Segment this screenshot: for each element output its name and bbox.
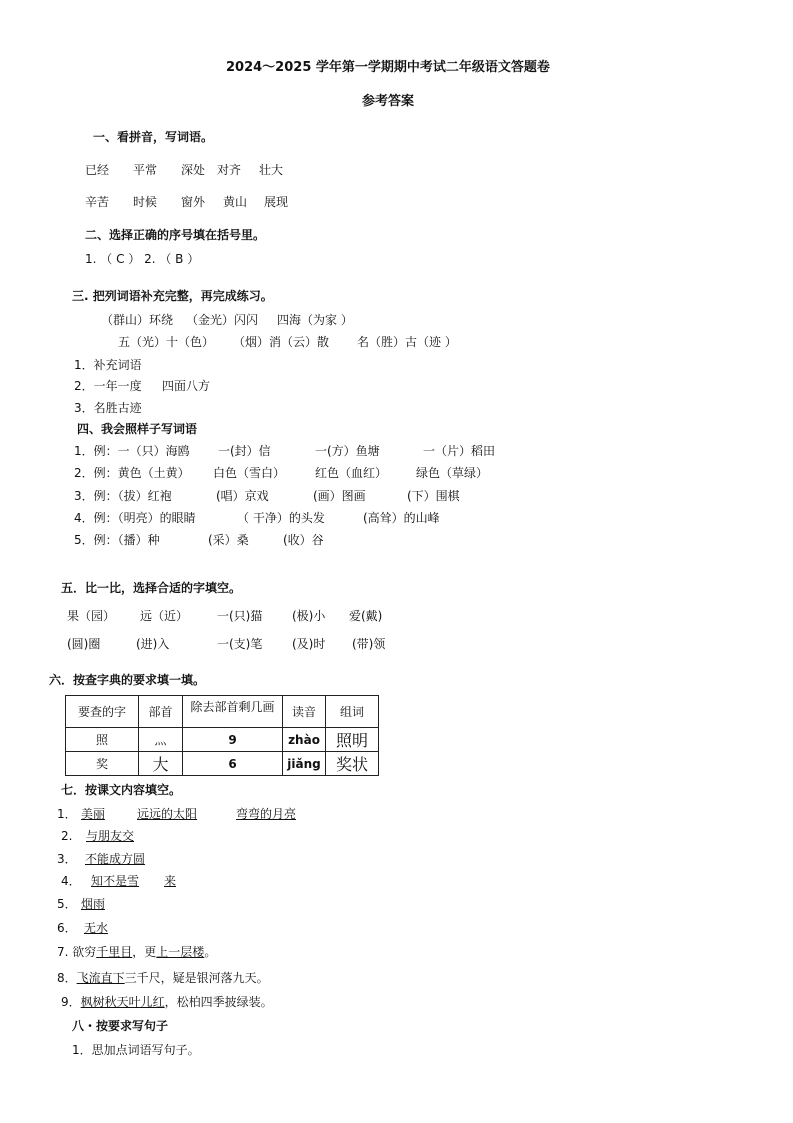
table-cell: 9	[183, 728, 283, 752]
s3-fill: 五（光）十（色）	[118, 335, 215, 349]
table-row	[66, 728, 379, 752]
s1-word: 辛苦	[85, 195, 110, 209]
s7-text: 9．	[61, 995, 81, 1009]
s7-number: 1．	[57, 807, 77, 821]
s7-number: 4．	[61, 874, 81, 888]
s4-cell: 5．例：（播）种	[74, 533, 160, 547]
section-7-heading: 七．按课文内容填空。	[61, 783, 182, 797]
s7-answer: 飞流直下	[76, 971, 125, 985]
table-row	[66, 752, 379, 776]
s5-cell: 远（近）	[140, 609, 189, 623]
s7-number: 5．	[57, 897, 77, 911]
s4-cell: (画）图画	[313, 489, 366, 503]
s3-item: 四面八方	[162, 379, 211, 393]
s3-item: 3．名胜古迹	[74, 401, 142, 415]
table-header: 读音	[283, 696, 326, 728]
s1-word: 展现	[264, 195, 289, 209]
section-8-heading: 八・按要求写句子	[72, 1019, 169, 1033]
section-3-heading: 三. 把列词语补充完整，再完成练习。	[72, 289, 273, 303]
s3-fill: （烟）消（云）散	[233, 335, 330, 349]
s7-number: 2.	[61, 829, 73, 843]
table-cell: 照明	[326, 728, 379, 752]
s4-cell: (下）围棋	[407, 489, 460, 503]
s7-text: 。	[204, 945, 217, 959]
s7-answer: 不能成方圆	[85, 852, 146, 866]
page-subtitle: 参考答案	[362, 94, 415, 109]
s7-answer: 与朋友交	[86, 829, 135, 843]
s7-text: ，更	[132, 945, 157, 959]
section-4-heading: 四、我会照样子写词语	[77, 422, 198, 436]
s7-number: 3．	[57, 852, 77, 866]
s5-cell: (圆)圈	[67, 637, 101, 651]
s3-item: 2．一年一度	[74, 379, 142, 393]
s4-cell: (高耸）的山峰	[363, 511, 440, 525]
table-cell: 照	[66, 728, 139, 752]
s3-fill: 四海（为家 ）	[277, 313, 353, 327]
s4-cell: （ 干净）的头发	[237, 511, 325, 525]
s3-fill: 名（胜）古（迹 ）	[357, 335, 457, 349]
s5-cell: (及)时	[292, 637, 326, 651]
s4-cell: 一(方）鱼塘	[315, 444, 380, 458]
table-cell: 奖状	[326, 752, 379, 776]
s4-cell: 2．例：黄色（土黄）	[74, 466, 190, 480]
s4-cell: 绿色（草绿）	[416, 466, 489, 480]
s7-text: 7. 欲穷	[57, 945, 97, 959]
s4-cell: (收）谷	[283, 533, 324, 547]
table-header: 部首	[139, 696, 183, 728]
s7-text: 8．	[57, 971, 77, 985]
table-cell: 奖	[66, 752, 139, 776]
s7-answer: 烟雨	[81, 897, 106, 911]
s5-cell: 爱(戴)	[349, 609, 383, 623]
table-header: 组词	[326, 696, 379, 728]
s5-cell: 一(只)猫	[217, 609, 263, 623]
s1-word: 对齐	[217, 163, 242, 177]
s7-answer: 远远的太阳	[137, 807, 198, 821]
s1-word: 壮大	[259, 163, 284, 177]
table-cell: 6	[183, 752, 283, 776]
s4-cell: 3．例：（拔）红袍	[74, 489, 172, 503]
s7-number: 6．	[57, 921, 77, 935]
table-cell: jiǎng	[283, 752, 326, 776]
s4-cell: (唱）京戏	[216, 489, 269, 503]
table-header: 除去部首剩几画	[183, 696, 283, 728]
s7-answer: 来	[164, 874, 177, 888]
s7-answer: 弯弯的月亮	[236, 807, 297, 821]
page-title: 2024～2025 学年第一学期期中考试二年级语文答题卷	[226, 60, 550, 75]
s7-line-7	[57, 944, 216, 960]
s7-answer: 美丽	[81, 807, 106, 821]
table-cell: zhào	[283, 728, 326, 752]
s1-word: 窗外	[181, 195, 206, 209]
section-5-heading: 五．比一比，选择合适的字填空。	[61, 581, 242, 595]
s7-text: 三千尺，疑是银河落九天。	[124, 971, 269, 985]
s4-cell: 白色（雪白）	[213, 466, 286, 480]
s7-answer: 知不是雪	[91, 874, 140, 888]
s1-word: 深处	[181, 163, 206, 177]
s3-fill: （群山）环绕	[101, 313, 174, 327]
s4-cell: (采）桑	[208, 533, 249, 547]
section-6-heading: 六．按查字典的要求填一填。	[49, 673, 206, 687]
s1-word: 时候	[133, 195, 158, 209]
table-header: 要查的字	[66, 696, 139, 728]
s3-item: 1．补充词语	[74, 358, 142, 372]
s1-word: 已经	[85, 163, 110, 177]
s4-cell: 红色（血红）	[315, 466, 388, 480]
s5-cell: 一(支)笔	[217, 637, 263, 651]
s7-line-8	[57, 970, 269, 986]
s5-cell: (极)小	[292, 609, 326, 623]
s5-cell: (带)领	[352, 637, 386, 651]
s4-cell: 4．例：（明亮）的眼睛	[74, 511, 196, 525]
table-cell: 大	[139, 752, 183, 776]
s2-answers: 1. （ C ） 2. （ B ）	[85, 252, 200, 266]
table-cell: 灬	[139, 728, 183, 752]
s7-answer: 上一层楼	[156, 945, 205, 959]
s8-item: 1．思加点词语写句子。	[72, 1043, 200, 1057]
s7-line-9	[61, 994, 273, 1010]
s1-word: 黄山	[223, 195, 248, 209]
s5-cell: (进)入	[136, 637, 170, 651]
s7-answer: 枫树秋天叶儿红	[80, 995, 165, 1009]
s7-answer: 无水	[84, 921, 109, 935]
s4-cell: 一(封）信	[218, 444, 271, 458]
s7-text: ，松柏四季披绿装。	[164, 995, 273, 1009]
dictionary-table	[65, 695, 379, 776]
s7-answer: 千里目	[96, 945, 133, 959]
s5-cell: 果（园）	[67, 609, 116, 623]
s4-cell: 1．例：一（只）海鸥	[74, 444, 190, 458]
s3-fill: （金光）闪闪	[186, 313, 259, 327]
s1-word: 平常	[133, 163, 158, 177]
s4-cell: 一（片）稻田	[423, 444, 496, 458]
section-1-heading: 一、看拼音，写词语。	[93, 130, 214, 144]
section-2-heading: 二、选择正确的序号填在括号里。	[85, 228, 266, 242]
